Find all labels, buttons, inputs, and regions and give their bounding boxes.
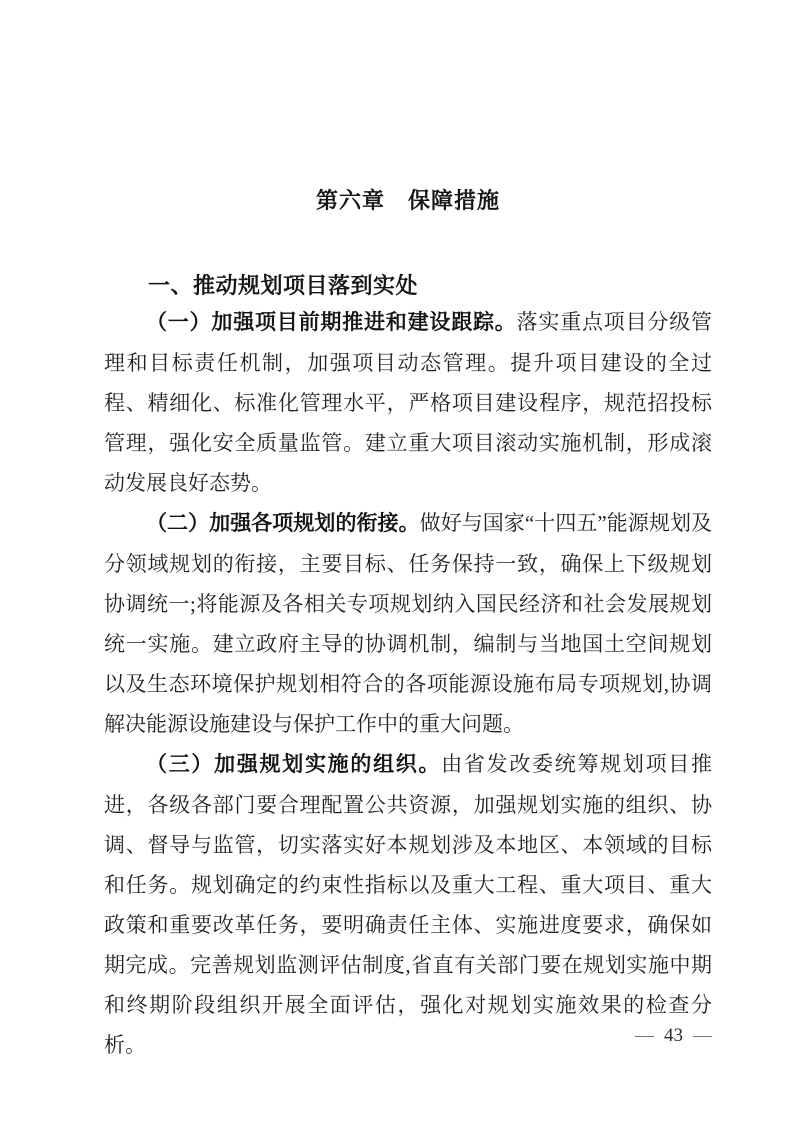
paragraph-3-body: 由省发改委统筹规划项目推进，各级各部门要合理配置公共资源，加强规划实施的组织、协调、督导与监管，切实落实好本规划涉及本地区、本领域的目标和任务。规划确定的约束性指标以及重大工程、重大项目、重大政策和重要改革任务，要明确责任主体、实施进度要求，确保如期完成。完善规划监测评估制度,省直有关部门要在规划实施中期和终期阶段组织开展全面评估，强化对规划实施效果的检查分析。 (104, 752, 713, 1057)
document-body (104, 302, 712, 1065)
chapter-title: 第六章 保障措施 (315, 188, 500, 213)
paragraph-3-lead: （三）加强规划实施的组织。 (146, 753, 442, 776)
paragraph-3 (104, 744, 712, 1065)
paragraph-2-body: 做好与国家“十四五”能源规划及分领域规划的衔接，主要目标、任务保持一致，确保上下级规划协调统一;将能源及各相关专项规划纳入国民经济和社会发展规划统一实施。建立政府主导的协调机制，编制与当地国土空间规划以及生态环境保护规划相符合的各项能源设施布局专项规划,协调解决能源设施建设与保护工作中的重大问题。 (104, 511, 713, 736)
section-heading: 一、推动规划项目落到实处 (148, 273, 419, 298)
footer-dash-left: — (635, 1025, 654, 1046)
paragraph-2-lead: （二）加强各项规划的衔接。 (146, 512, 420, 535)
page-footer (635, 1024, 712, 1048)
paragraph-1 (104, 302, 712, 503)
footer-dash-right: — (693, 1025, 712, 1046)
page-number: 43 (664, 1025, 683, 1046)
paragraph-2 (104, 503, 712, 744)
paragraph-1-body: 落实重点项目分级管理和目标责任机制，加强项目动态管理。提升项目建设的全过程、精细化、标准化管理水平，严格项目建设程序，规范招投标管理，强化安全质量监管。建立重大项目滚动实施机制，形成滚动发展良好态势。 (104, 310, 713, 495)
paragraph-1-lead: （一）加强项目前期推进和建设跟踪。 (146, 311, 517, 334)
